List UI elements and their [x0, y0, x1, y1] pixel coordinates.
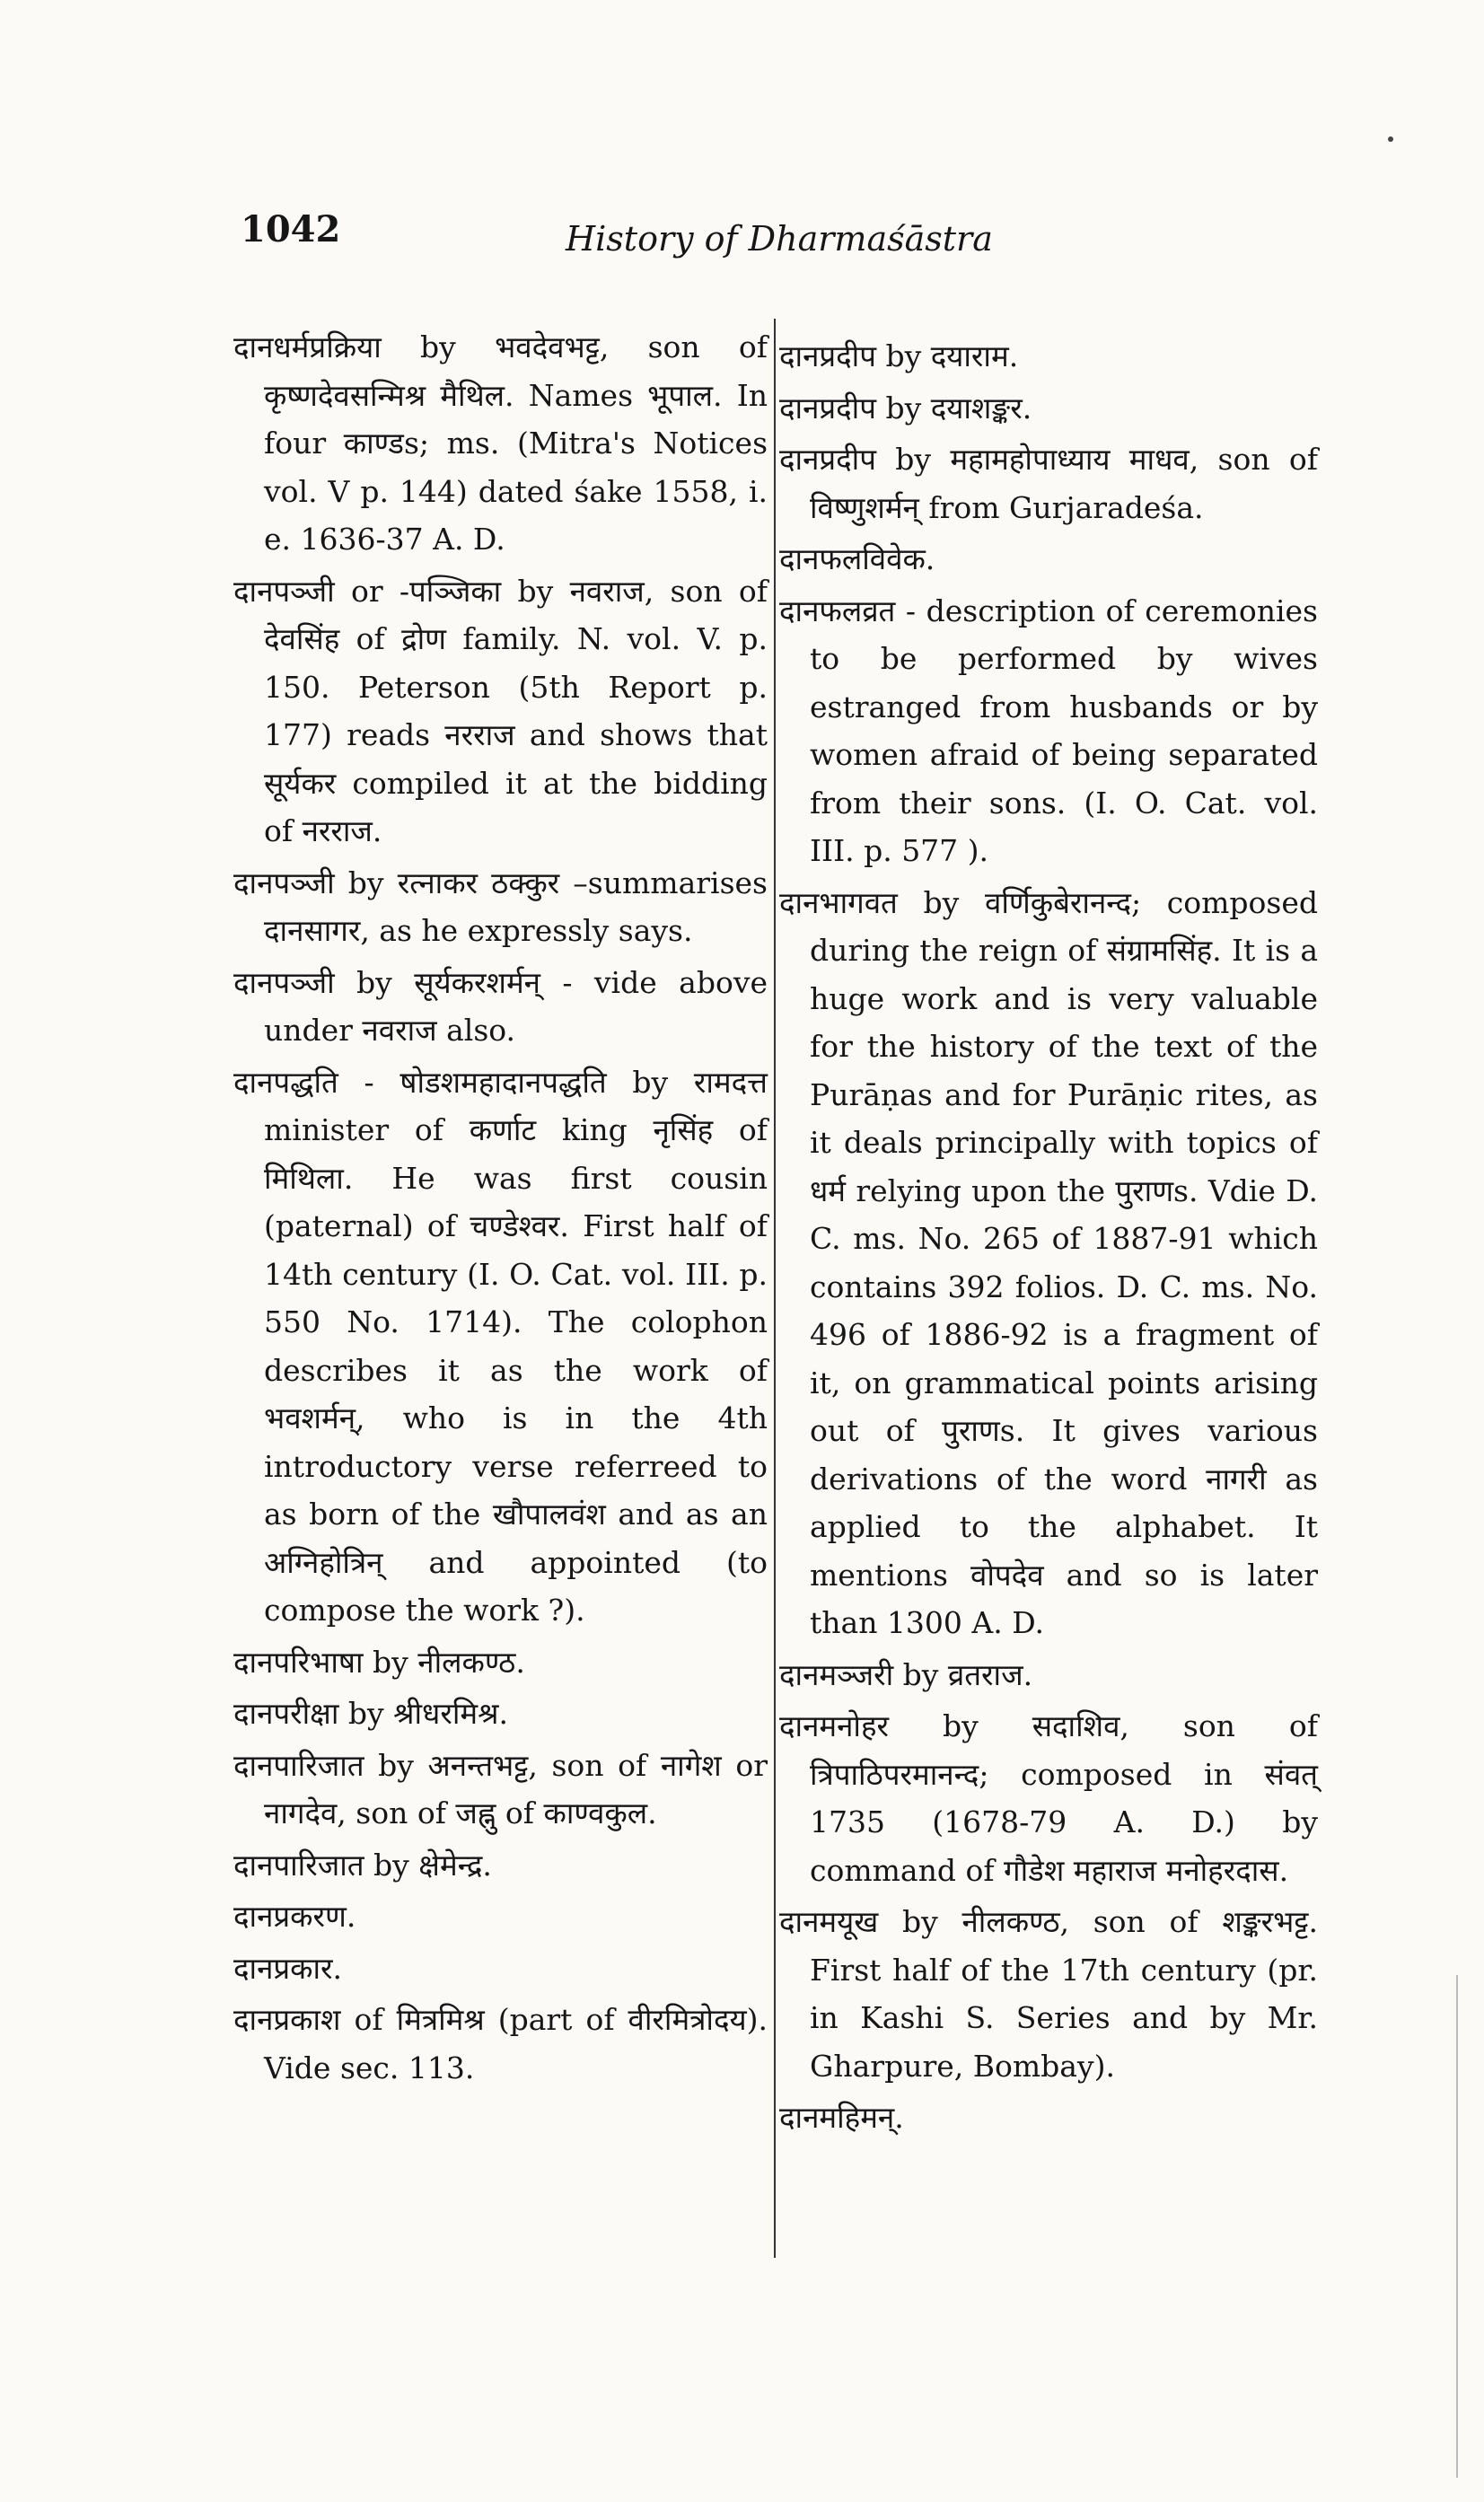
- entry-danamanohara: दानमनोहर by सदाशिव, son of त्रिपाठिपरमानन्द; composed in संवत् 1735 (1678-79 A. D.) by command of गौडेश महाराज मनोहरदास.: [779, 1708, 1318, 1888]
- entry-danaprakarana: दानप्रकरण.: [233, 1899, 356, 1934]
- running-title: History of Dharmaśāstra: [566, 219, 993, 259]
- entry-danaprakasha: दानप्रकाश of मित्रमिश्र (part of वीरमित्रोदय). Vide sec. 113.: [233, 2002, 768, 2085]
- right-column: [779, 332, 1318, 2146]
- entry-danapanji-navaraja: दानपञ्जी or -पञ्जिका by नवराज, son of देवसिंह of द्रोण family. N. vol. V. p. 150. Peterson (5th Report p. 177) reads नरराज and shows that सूर्यकर compiled it at the bidding of नरराज.: [233, 573, 768, 848]
- entry-danamahiman: दानमहिमन्.: [779, 2100, 904, 2135]
- entry-danapradipa-dayarama: दानप्रदीप by दयाराम.: [779, 338, 1019, 373]
- column-divider: [774, 319, 776, 2258]
- entry-danapaddhati: दानपद्धति - षोडशमहादानपद्धति by रामदत्त minister of कर्णाट king नृसिंह of मिथिला. He was first cousin (paternal) of चण्डेश्वर. First half of 14th century (I. O. Cat. vol. III. p. 550 No. 1714). The colophon describes it as the work of भवशर्मन्, who is in the 4th introductory verse referreed to as born of the खौपालवंश and as an अग्निहोत्रिन् and appointed (to compose the work ?).: [233, 1064, 768, 1628]
- entry-danamanjari: दानमञ्जरी by व्रतराज.: [779, 1656, 1033, 1692]
- entry-danamayukha: दानमयूख by नीलकण्ठ, son of शङ्करभट्ट. First half of the 17th century (pr. in Kashi S. Series and by Mr. Gharpure, Bombay).: [779, 1904, 1318, 2084]
- margin-mark: [1388, 136, 1393, 142]
- entry-danaprakara: दानप्रकार.: [233, 1950, 343, 1986]
- entry-danaparijata-anantabhatta: दानपारिजात by अनन्तभट्ट, son of नागेश or नागदेव, son of जह्नु of काण्वकुल.: [233, 1747, 768, 1830]
- entry-danabhagavata: दानभागवत by वर्णिकुबेरानन्द; composed during the reign of संग्रामसिंह. It is a huge work and is very valuable for the history of the text of the Purāṇas and for Purāṇic rites, as it deals principally with topics of धर्म relying upon the पुराणs. Vdie D. C. ms. No. 265 of 1887-91 which contains 392 folios. D. C. ms. No. 496 of 1886-92 is a fragment of it, on grammatical points arising out of पुराणs. It gives various derivations of the word नागरी as applied to the alphabet. It mentions वोपदेव and so is later than 1300 A. D.: [779, 884, 1318, 1640]
- entry-danapanji-suryakara: दानपञ्जी by सूर्यकरशर्मन् - vide above under नवराज also.: [233, 964, 768, 1048]
- entry-danaphalaviveka: दानफलविवेक.: [779, 541, 935, 576]
- entry-danaparibhasha: दानपरिभाषा by नीलकण्ठ.: [233, 1644, 525, 1680]
- entry-danapanji-ratnakara: दानपञ्जी by रत्नाकर ठक्कुर –summarises दानसागर, as he expressly says.: [233, 865, 768, 948]
- entry-danaphalavrata: दानफलव्रत - description of ceremonies to be performed by wives estranged from husbands or by women afraid of being separated from their sons. (I. O. Cat. vol. III. p. 577 ).: [779, 593, 1318, 868]
- left-column: [233, 323, 768, 2095]
- entry-danaparijata-kshemendra: दानपारिजात by क्षेमेन्द्र.: [233, 1847, 492, 1883]
- entry-danadharmaprakriya: दानधर्मप्रक्रिया by भवदेवभट्ट, son of कृष्णदेवसन्मिश्र मैथिल. Names भूपाल. In four काण्डs; ms. (Mitra's Notices vol. V p. 144) dated śake 1558, i. e. 1636-37 A. D.: [233, 329, 768, 557]
- entry-danapradipa-dayashankara: दानप्रदीप by दयाशङ्कर.: [779, 390, 1032, 426]
- entry-danapariksha: दानपरीक्षा by श्रीधरमिश्र.: [233, 1696, 508, 1731]
- entry-danapradipa-madhava: दानप्रदीप by महामहोपाध्याय माधव, son of विष्णुशर्मन् from Gurjaradeśa.: [779, 442, 1318, 525]
- page-edge-line: [1456, 1975, 1458, 2478]
- page-number: 1042: [241, 208, 341, 250]
